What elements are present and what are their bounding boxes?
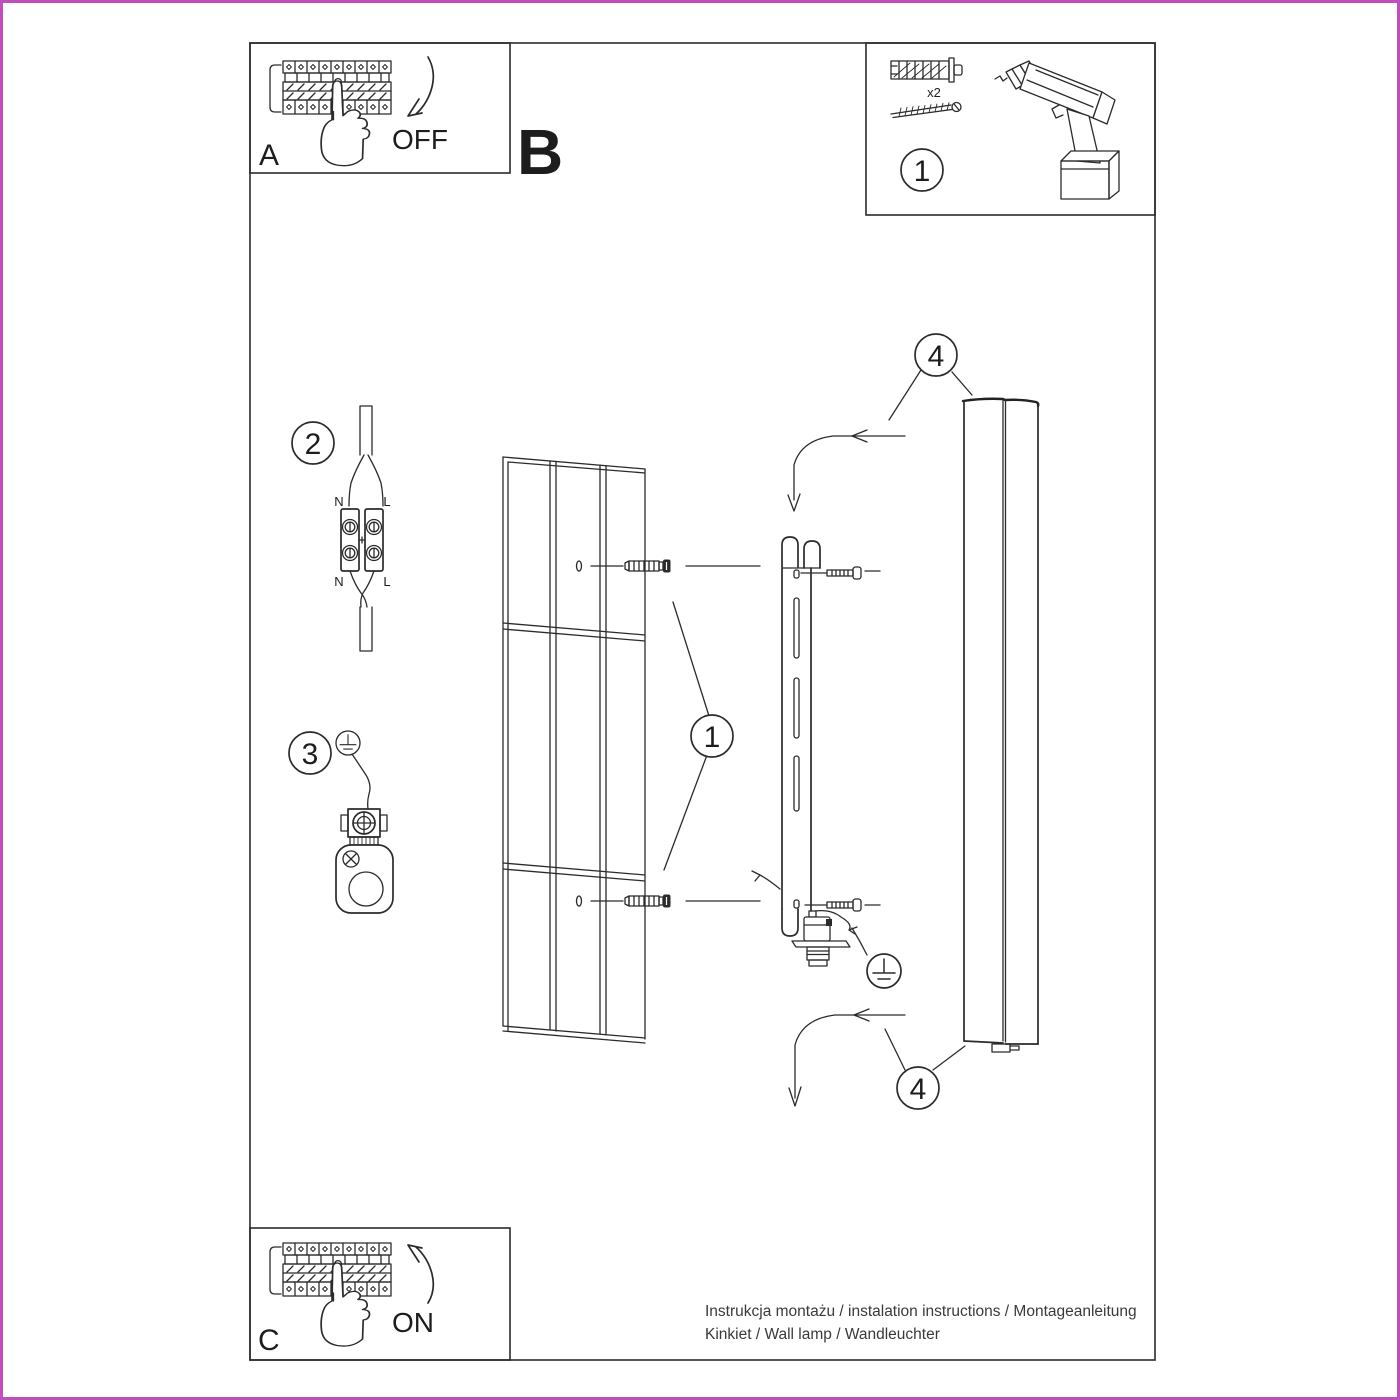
terminal-block: [341, 406, 383, 651]
kit-callout-number: 1: [913, 155, 931, 188]
wire-connection-step: [292, 406, 391, 651]
lamp-bottom-leader-left: [885, 1029, 905, 1070]
mains-wire: [752, 871, 780, 889]
footer-line-2: Kinkiet / Wall lamp / Wandleuchter: [705, 1326, 940, 1343]
bottom-screw-icon: [827, 899, 861, 911]
lower-drill-hole: [577, 896, 582, 906]
off-label: OFF: [392, 124, 448, 155]
wall-plug-icon: [891, 58, 962, 82]
power-off-arrow-icon: [408, 57, 433, 116]
ground-wire: [352, 754, 370, 809]
step-c-border: [250, 1228, 510, 1360]
ground-callout: [289, 732, 331, 774]
pointing-hand-icon: [321, 81, 369, 166]
breaker-panel-icon: [270, 61, 391, 114]
screw-icon: [891, 103, 961, 118]
lamp-top-leader-left: [889, 370, 921, 420]
drill-icon: [995, 61, 1119, 199]
bracket-slot-2: [794, 678, 799, 738]
bracket-bottom-ear: [782, 909, 798, 936]
mounting-bracket: [752, 537, 901, 988]
step-c-label: C: [258, 1324, 280, 1357]
bracket-top-right-ear: [804, 541, 820, 568]
sheet-frame: [250, 43, 1155, 1360]
breaker-panel-icon-c: [270, 1243, 391, 1296]
ground-symbol-icon: [336, 731, 360, 755]
bracket-slot-3: [794, 756, 799, 811]
step-c-box: [250, 1228, 510, 1360]
lamp-bottom-cap: [992, 1044, 1010, 1052]
kit-box: [866, 43, 1155, 215]
ground-leader: [852, 928, 867, 955]
ground-terminal: [341, 809, 387, 845]
lamp-bottom-callout-number: 4: [909, 1073, 927, 1106]
step-a-label: A: [259, 139, 280, 172]
lamp-top-callout: [889, 334, 972, 420]
lower-dowel-screw-icon: [625, 895, 671, 908]
mounting-callout-leader-top: [673, 602, 709, 716]
power-on-arrow-icon: [408, 1245, 433, 1303]
upper-drill-hole: [577, 561, 582, 571]
bracket-end-plate: [336, 845, 393, 913]
terminal-n-top-label: N: [334, 494, 344, 509]
mounting-callout: [664, 602, 733, 870]
step-a-box: [250, 43, 510, 173]
wires-callout: [292, 422, 334, 464]
lamp-body: [963, 399, 1038, 1052]
footer-line-1: Instrukcja montażu / instalation instructions / Montageanleitung: [705, 1303, 1137, 1320]
step-b-label: B: [517, 116, 564, 188]
ground-connection-step: [289, 731, 393, 913]
lamp-top-leader-right: [952, 372, 972, 395]
screw-qty-label: x2: [927, 85, 941, 100]
mounting-callout-number: 1: [703, 721, 721, 754]
lamp-bottom-callout: [885, 1029, 965, 1109]
bracket-top-left-ear: [782, 537, 798, 567]
pointing-hand-icon-c: [321, 1263, 369, 1346]
bracket-bottom-screw-hole: [794, 900, 799, 908]
on-label: ON: [392, 1307, 434, 1338]
terminal-l-bottom-label: L: [383, 574, 391, 589]
lamp-top-callout-number: 4: [927, 340, 945, 373]
top-screw-icon: [827, 567, 861, 579]
kit-callout: [901, 149, 943, 191]
upper-dowel-screw-icon: [625, 560, 671, 573]
bracket-slot-1: [794, 598, 799, 658]
lamp-socket: [792, 911, 857, 966]
ground-callout-number: 3: [301, 738, 319, 771]
mounting-callout-leader-bottom: [664, 755, 707, 870]
terminal-l-top-label: L: [383, 494, 391, 509]
wires-callout-number: 2: [304, 428, 322, 461]
terminal-n-bottom-label: N: [334, 574, 344, 589]
footer: [705, 1303, 1137, 1343]
lamp-bottom-leader-right: [933, 1046, 965, 1070]
step-a-border: [250, 43, 510, 173]
diagram-canvas: [3, 3, 1400, 1400]
hook-arrow-bottom-icon: [789, 1009, 905, 1106]
ground-symbol-large-icon: [867, 954, 901, 988]
bracket-top-screw-hole: [794, 570, 799, 578]
hook-arrow-top-icon: [788, 430, 905, 511]
